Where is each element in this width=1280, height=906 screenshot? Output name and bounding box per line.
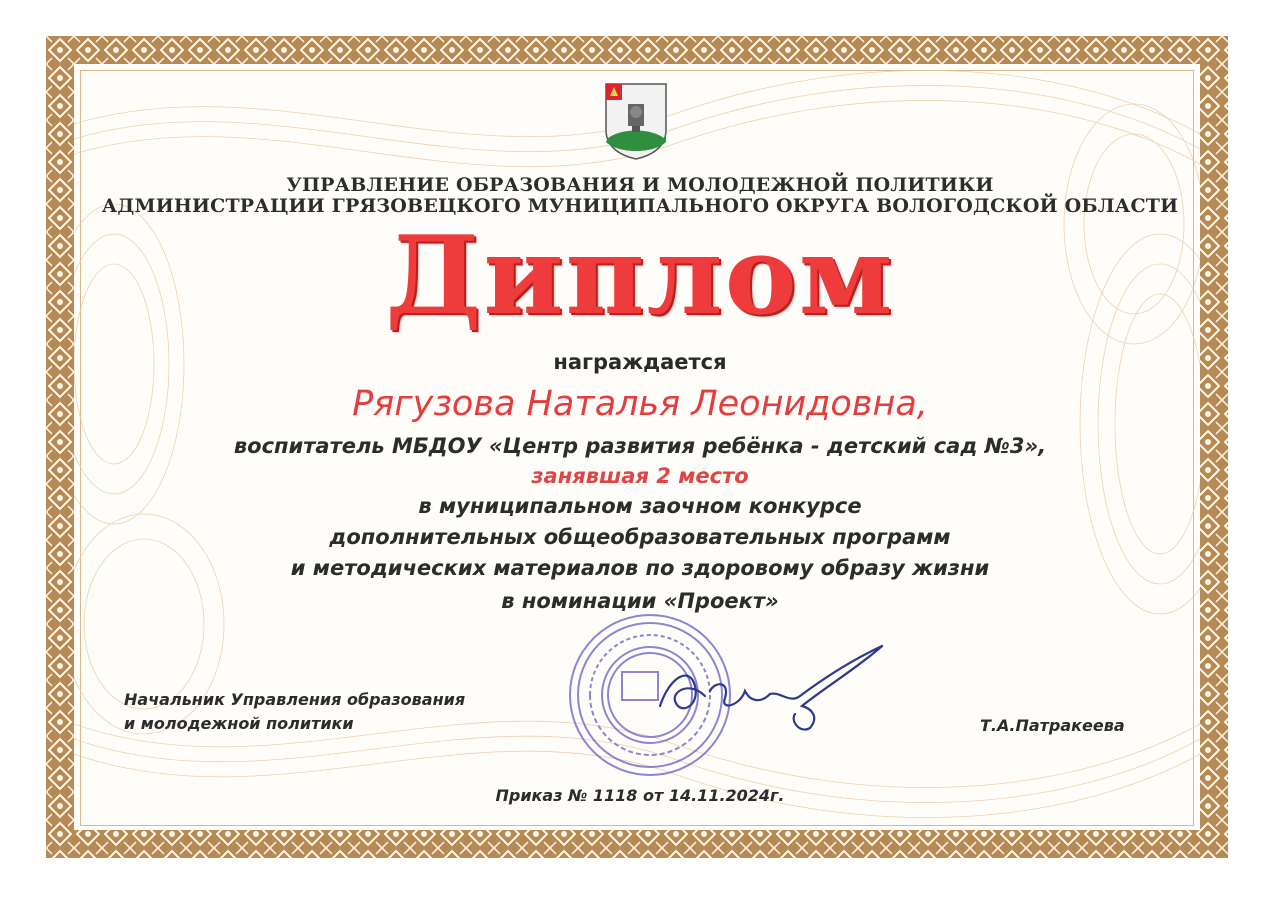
awarded-place: занявшая 2 место [531,464,749,488]
organization-line-2: АДМИНИСТРАЦИИ ГРЯЗОВЕЦКОГО МУНИЦИПАЛЬНОГО ОКРУГА ВОЛОГОДСКОЙ ОБЛАСТИ [101,195,1179,217]
diploma-title: Диплом [385,213,895,339]
awarded-label: награждается [553,350,727,374]
signatory-title-line-2: и молодежной политики [124,714,354,733]
signatory-title [124,688,544,736]
recipient-name: Рягузова Наталья Леонидовна, [352,384,928,424]
recipient-position: воспитатель МБДОУ «Центр развития ребёнка - детский сад №3», [233,434,1047,458]
handwritten-signature [620,636,890,746]
order-reference: Приказ № 1118 от 14.11.2024г. [495,786,785,805]
organization-line-1: УПРАВЛЕНИЕ ОБРАЗОВАНИЯ И МОЛОДЕЖНОЙ ПОЛИТИКИ [286,174,994,196]
signatory-name: Т.А.Патракеева [980,716,1125,735]
contest-line: в муниципальном заочном конкурсе [418,494,862,518]
contest-line: и методических материалов по здоровому образу жизни [290,556,990,580]
signatory-title-line-1: Начальник Управления образования [124,690,466,709]
coat-of-arms-icon [604,82,668,160]
contest-line: дополнительных общеобразовательных программ [329,525,951,549]
contest-line: в номинации «Проект» [501,589,779,613]
